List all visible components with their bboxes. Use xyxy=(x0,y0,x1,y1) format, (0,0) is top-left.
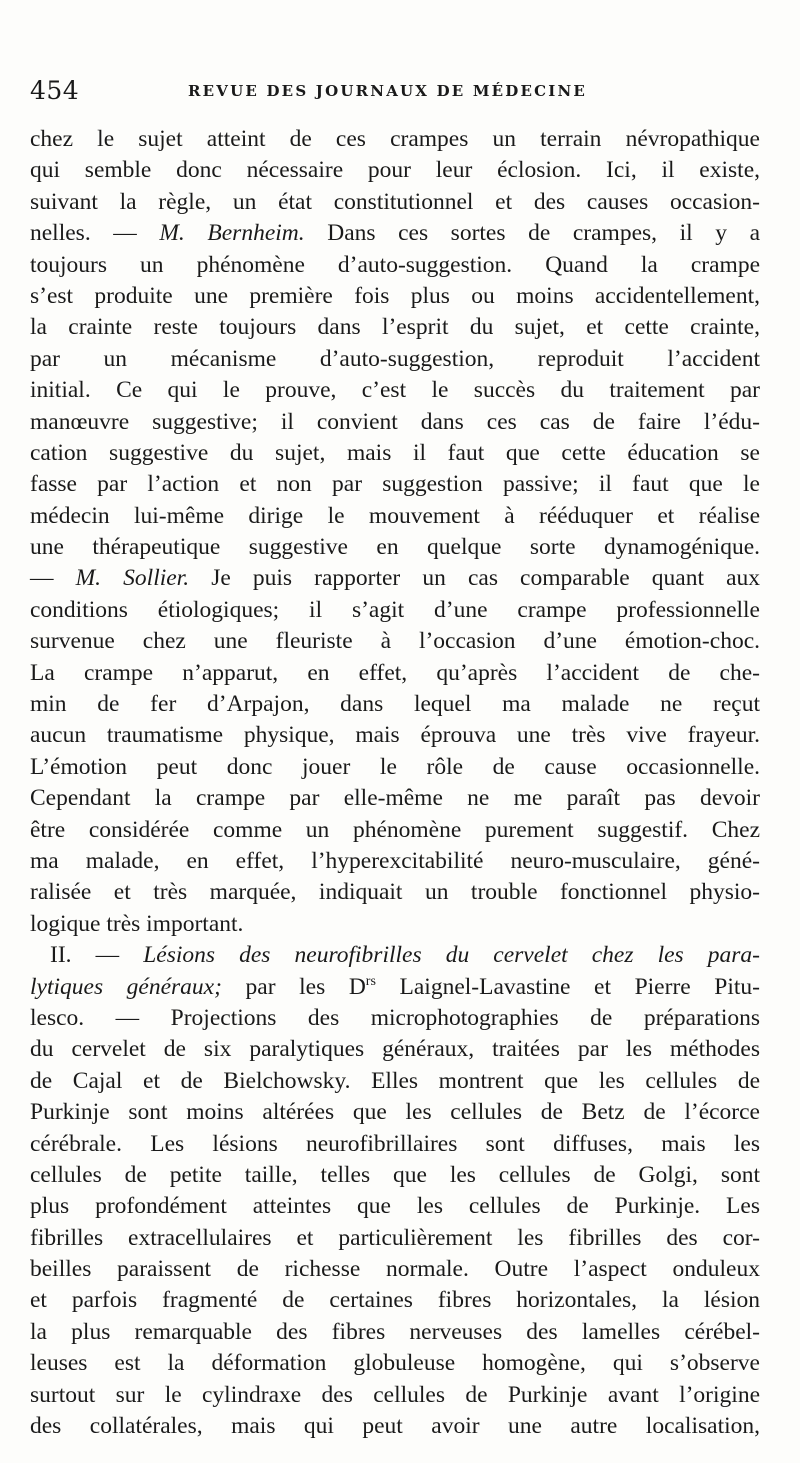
text-line: min de fer d’Arpajon, dans lequel ma malade ne reçut xyxy=(30,691,760,718)
text-line: — M. Sollier. Je puis rapporter un cas comparable quant aux xyxy=(30,565,760,592)
text-line: cérébrale. Les lésions neurofibrillaires sont diffuses, mais les xyxy=(30,1130,760,1157)
text-line: ma malade, en effet, l’hyperexcitabilité neuro-musculaire, géné- xyxy=(30,847,760,874)
text-line: La crampe n’apparut, en effet, qu’après l’accident de che- xyxy=(30,659,760,686)
text-line: chez le sujet atteint de ces crampes un terrain névropathique xyxy=(30,126,760,152)
text-line: initial. Ce qui le prouve, c’est le succès du traitement par xyxy=(30,377,760,404)
text-line: survenue chez une fleuriste à l’occasion d’une émotion-choc. xyxy=(30,628,760,655)
text-line: du cervelet de six paralytiques généraux, traitées par les méthodes xyxy=(30,1036,760,1063)
text-line: leuses est la déformation globuleuse homogène, qui s’observe xyxy=(30,1350,760,1377)
section-title-cont: lytiques généraux; xyxy=(30,973,222,1000)
text-line: lytiques généraux; par les $D^{rs}$ Laignel-Lavastine et Pierre Pitu- xyxy=(30,973,760,1000)
text-line: suivant la règle, un état constitutionnel et des causes occasion- xyxy=(30,188,760,215)
text-line: Purkinje sont moins altérées que les cellules de Betz de l’écorce xyxy=(30,1099,760,1126)
text-line: Cependant la crampe par elle-même ne me paraît pas devoir xyxy=(30,785,760,812)
text-line: cellules de petite taille, telles que les cellules de Golgi, sont xyxy=(30,1161,760,1188)
body-text xyxy=(30,124,760,1442)
text-line: une thérapeutique suggestive en quelque sorte dynamogénique. xyxy=(30,534,760,561)
text-line: être considérée comme un phénomène purement suggestif. Chez xyxy=(30,816,760,843)
text-line: cation suggestive du sujet, mais il faut que cette éducation se xyxy=(30,439,760,466)
text-line: conditions étiologiques; il s’agit d’une crampe professionnelle xyxy=(30,596,760,623)
text-line: L’émotion peut donc jouer le rôle de cause occasionnelle. xyxy=(30,753,760,780)
text-line: nelles. — M. Bernheim. Dans ces sortes de crampes, il y a xyxy=(30,220,761,247)
text-line: des collatérales, mais qui peut avoir une autre localisation, xyxy=(30,1413,760,1440)
text-line: ralisée et très marquée, indiquait un trouble fonctionnel physio- xyxy=(30,879,760,906)
text-line: qui semble donc nécessaire pour leur éclosion. Ici, il existe, xyxy=(30,157,760,184)
text-line: la plus remarquable des fibres nerveuses des lamelles cérébel- xyxy=(30,1318,760,1345)
text-line: logique très important. xyxy=(30,910,244,937)
page-number: 454 xyxy=(30,76,80,105)
text-line: de Cajal et de Bielchowsky. Elles montrent que les cellules de xyxy=(30,1067,760,1094)
page-header xyxy=(30,72,770,112)
text-line: fasse par l’action et non par suggestion passive; il faut que le xyxy=(30,471,760,498)
section-title: Lésions des neurofibrilles du cervelet chez les para- xyxy=(143,942,761,969)
text-line: toujours un phénomène d’auto-suggestion. Quand la crampe xyxy=(30,251,760,278)
text-line: manœuvre suggestive; il convient dans ces cas de faire l’édu- xyxy=(30,408,760,435)
text-line: s’est produite une première fois plus ou moins accidentellement, xyxy=(30,282,760,309)
text-line: plus profondément atteintes que les cellules de Purkinje. Les xyxy=(30,1193,760,1220)
text-line: surtout sur le cylindraxe des cellules de Purkinje avant l’origine xyxy=(30,1381,760,1408)
text-line: par un mécanisme d’auto-suggestion, reproduit l’accident xyxy=(30,345,760,372)
author-name: M. Bernheim. xyxy=(159,220,305,247)
text-line: médecin lui-même dirige le mouvement à rééduquer et réalise xyxy=(30,502,760,529)
running-title: REVUE DES JOURNAUX DE MÉDECINE xyxy=(188,82,588,100)
section-heading-line: II. — Lésions des neurofibrilles du cervelet chez les para- xyxy=(50,942,761,969)
text-line: aucun traumatisme physique, mais éprouva une très vive frayeur. xyxy=(30,722,760,749)
text-line: la crainte reste toujours dans l’esprit du sujet, et cette crainte, xyxy=(30,314,760,341)
text-line: lesco. — Projections des microphotographies de préparations xyxy=(30,1004,760,1031)
author-name: M. Sollier. xyxy=(75,565,190,592)
text-line: beilles paraissent de richesse normale. Outre l’aspect onduleux xyxy=(30,1256,760,1283)
text-line: fibrilles extracellulaires et particulièrement les fibrilles des cor- xyxy=(30,1224,760,1251)
text-line: et parfois fragmenté de certaines fibres horizontales, la lésion xyxy=(30,1287,760,1314)
